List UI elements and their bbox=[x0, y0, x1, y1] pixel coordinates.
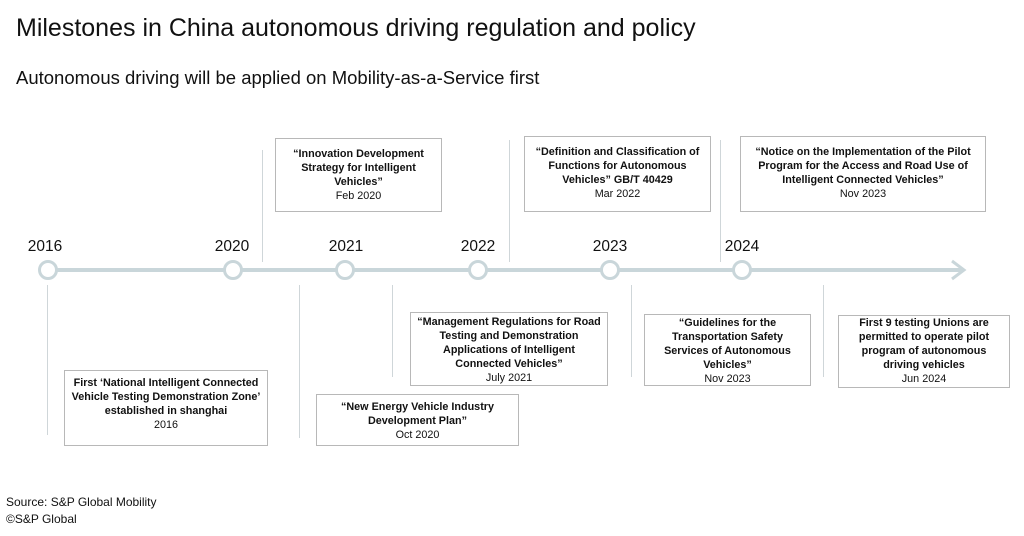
milestone-date: Mar 2022 bbox=[594, 188, 641, 200]
milestone-text: First ‘National Intelligent Connected Vehicle Testing Demonstration Zone’ established in shanghai bbox=[71, 377, 261, 417]
milestone-text: “Management Regulations for Road Testing and Demonstration Applications of Intelligent Connected Vehicles” bbox=[417, 316, 601, 370]
year-label-2020: 2020 bbox=[214, 238, 250, 255]
milestone-text: “New Energy Vehicle Industry Development Plan” bbox=[340, 401, 494, 427]
milestone-date: Jun 2024 bbox=[901, 373, 947, 385]
milestone-date: Nov 2023 bbox=[839, 188, 887, 200]
milestone-text: “Guidelines for the Transportation Safety Services of Autonomous Vehicles” bbox=[664, 317, 791, 371]
year-node-2016 bbox=[40, 262, 57, 279]
copyright-note: ©S&P Global bbox=[6, 512, 77, 526]
connector-line bbox=[720, 140, 721, 262]
milestone-text: “Innovation Development Strategy for Intelligent Vehicles” bbox=[293, 148, 424, 188]
milestone-box-2016 bbox=[64, 370, 268, 446]
year-node-2023 bbox=[602, 262, 619, 279]
milestone-date: 2016 bbox=[153, 419, 179, 431]
milestone-text: “Notice on the Implementation of the Pilot Program for the Access and Road Use of Intelligent Connected Vehicles” bbox=[755, 146, 971, 186]
source-note: Source: S&P Global Mobility bbox=[6, 495, 157, 509]
year-label-2022: 2022 bbox=[460, 238, 496, 255]
milestone-date: Feb 2020 bbox=[335, 190, 382, 202]
milestone-box-oct-2020 bbox=[316, 394, 519, 446]
milestone-text: “Definition and Classification of Functions for Autonomous Vehicles” GB/T 40429 bbox=[535, 146, 700, 186]
year-label-2021: 2021 bbox=[328, 238, 364, 255]
year-label-2016: 2016 bbox=[27, 238, 63, 255]
year-node-2024 bbox=[734, 262, 751, 279]
connector-line bbox=[823, 285, 824, 377]
milestone-text: First 9 testing Unions are permitted to operate pilot program of autonomous driving vehicles bbox=[858, 317, 990, 371]
year-node-2021 bbox=[337, 262, 354, 279]
connector-line bbox=[47, 285, 48, 435]
milestone-box-nov-2023-guidelines bbox=[644, 314, 811, 386]
connector-line bbox=[262, 150, 263, 262]
milestone-date: July 2021 bbox=[485, 372, 533, 384]
connector-line bbox=[509, 140, 510, 262]
year-label-2023: 2023 bbox=[592, 238, 628, 255]
year-label-2024: 2024 bbox=[724, 238, 760, 255]
milestone-box-nov-2023-notice bbox=[740, 136, 986, 212]
page-title: Milestones in China autonomous driving regulation and policy bbox=[16, 14, 696, 42]
page-subtitle: Autonomous driving will be applied on Mobility-as-a-Service first bbox=[16, 67, 540, 88]
connector-line bbox=[631, 285, 632, 377]
milestone-box-mar-2022 bbox=[524, 136, 711, 212]
milestone-box-jul-2021 bbox=[410, 312, 608, 386]
milestone-box-jun-2024 bbox=[838, 315, 1010, 388]
year-node-2020 bbox=[225, 262, 242, 279]
connector-line bbox=[392, 285, 393, 377]
milestone-date: Oct 2020 bbox=[395, 429, 440, 441]
milestone-date: Nov 2023 bbox=[704, 373, 751, 385]
connector-line bbox=[299, 285, 300, 438]
year-node-2022 bbox=[470, 262, 487, 279]
milestone-box-feb-2020 bbox=[275, 138, 442, 212]
